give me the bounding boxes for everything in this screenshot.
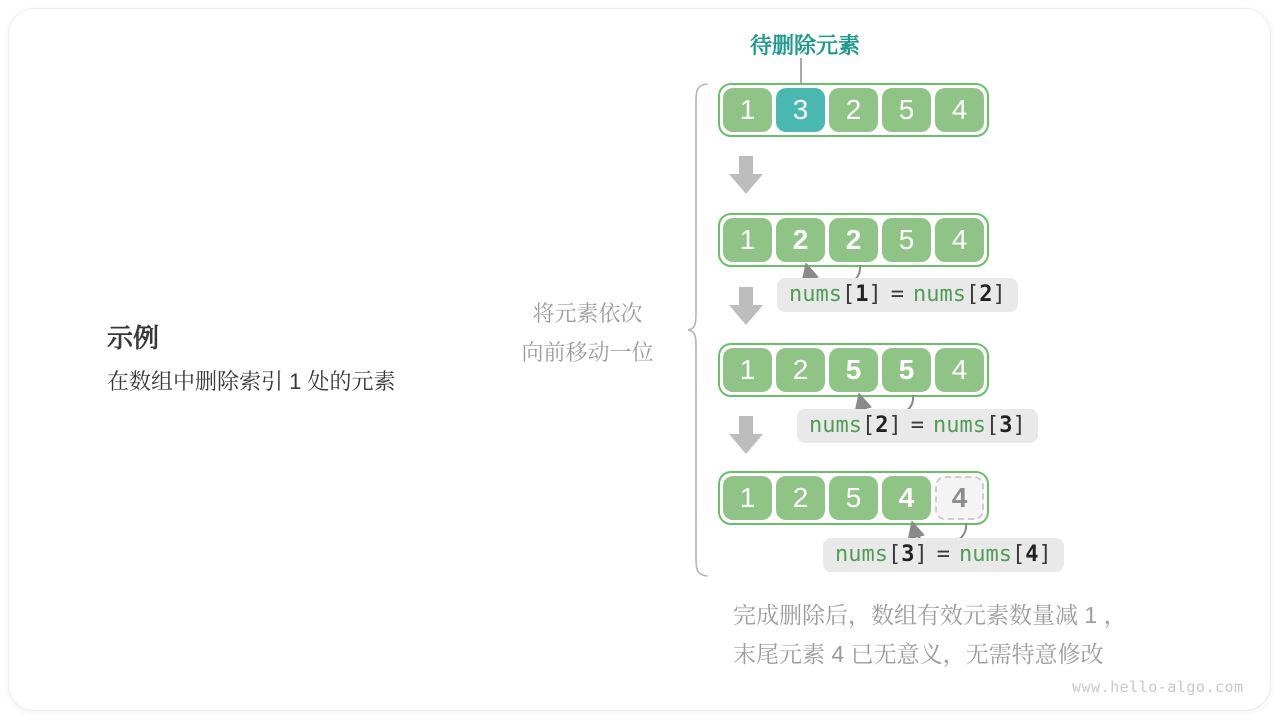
array-cell: 5 — [882, 88, 931, 132]
array-cell: 5 — [882, 348, 931, 392]
array-cell-stale: 4 — [935, 476, 984, 520]
footer-note-line1: 完成删除后，数组有效元素数量减 1 ， — [733, 602, 1127, 628]
array-cell: 2 — [829, 88, 878, 132]
shift-note — [500, 294, 675, 372]
example-description: 在数组中删除索引 1 处的元素 — [107, 369, 396, 394]
code-annotation-1: nums[1] = nums[2] — [777, 278, 1018, 312]
target-element-label: 待删除元素 — [749, 33, 860, 58]
array-state-4 — [718, 471, 989, 525]
array-cell-target: 3 — [776, 88, 825, 132]
array-cell: 1 — [723, 476, 772, 520]
down-arrow-icon — [729, 156, 763, 194]
array-state-1 — [718, 83, 989, 137]
target-pointer-line — [800, 58, 802, 84]
array-cell: 2 — [829, 218, 878, 262]
example-title: 示例 — [107, 323, 160, 353]
example-block — [107, 318, 395, 396]
array-cell: 4 — [935, 348, 984, 392]
array-cell: 2 — [776, 218, 825, 262]
array-cell: 5 — [882, 218, 931, 262]
array-cell: 1 — [723, 348, 772, 392]
array-cell: 5 — [829, 348, 878, 392]
array-cell: 1 — [723, 88, 772, 132]
array-cell: 4 — [935, 88, 984, 132]
array-cell: 4 — [935, 218, 984, 262]
curly-brace-icon — [686, 82, 710, 578]
footer-note-line2: 末尾元素 4 已无意义，无需特意修改 — [733, 641, 1104, 667]
watermark: www.hello-algo.com — [1072, 678, 1244, 696]
down-arrow-icon — [729, 287, 763, 325]
array-state-2 — [718, 213, 989, 267]
array-cell: 4 — [882, 476, 931, 520]
shift-note-line2: 向前移动一位 — [521, 340, 654, 365]
array-cell: 5 — [829, 476, 878, 520]
array-cell: 2 — [776, 476, 825, 520]
array-cell: 2 — [776, 348, 825, 392]
down-arrow-icon — [729, 416, 763, 454]
array-cell: 1 — [723, 218, 772, 262]
array-state-3 — [718, 343, 989, 397]
code-annotation-3: nums[3] = nums[4] — [823, 538, 1064, 572]
shift-note-line1: 将元素依次 — [532, 301, 643, 326]
code-annotation-2: nums[2] = nums[3] — [797, 409, 1038, 443]
footer-note — [733, 596, 1127, 674]
